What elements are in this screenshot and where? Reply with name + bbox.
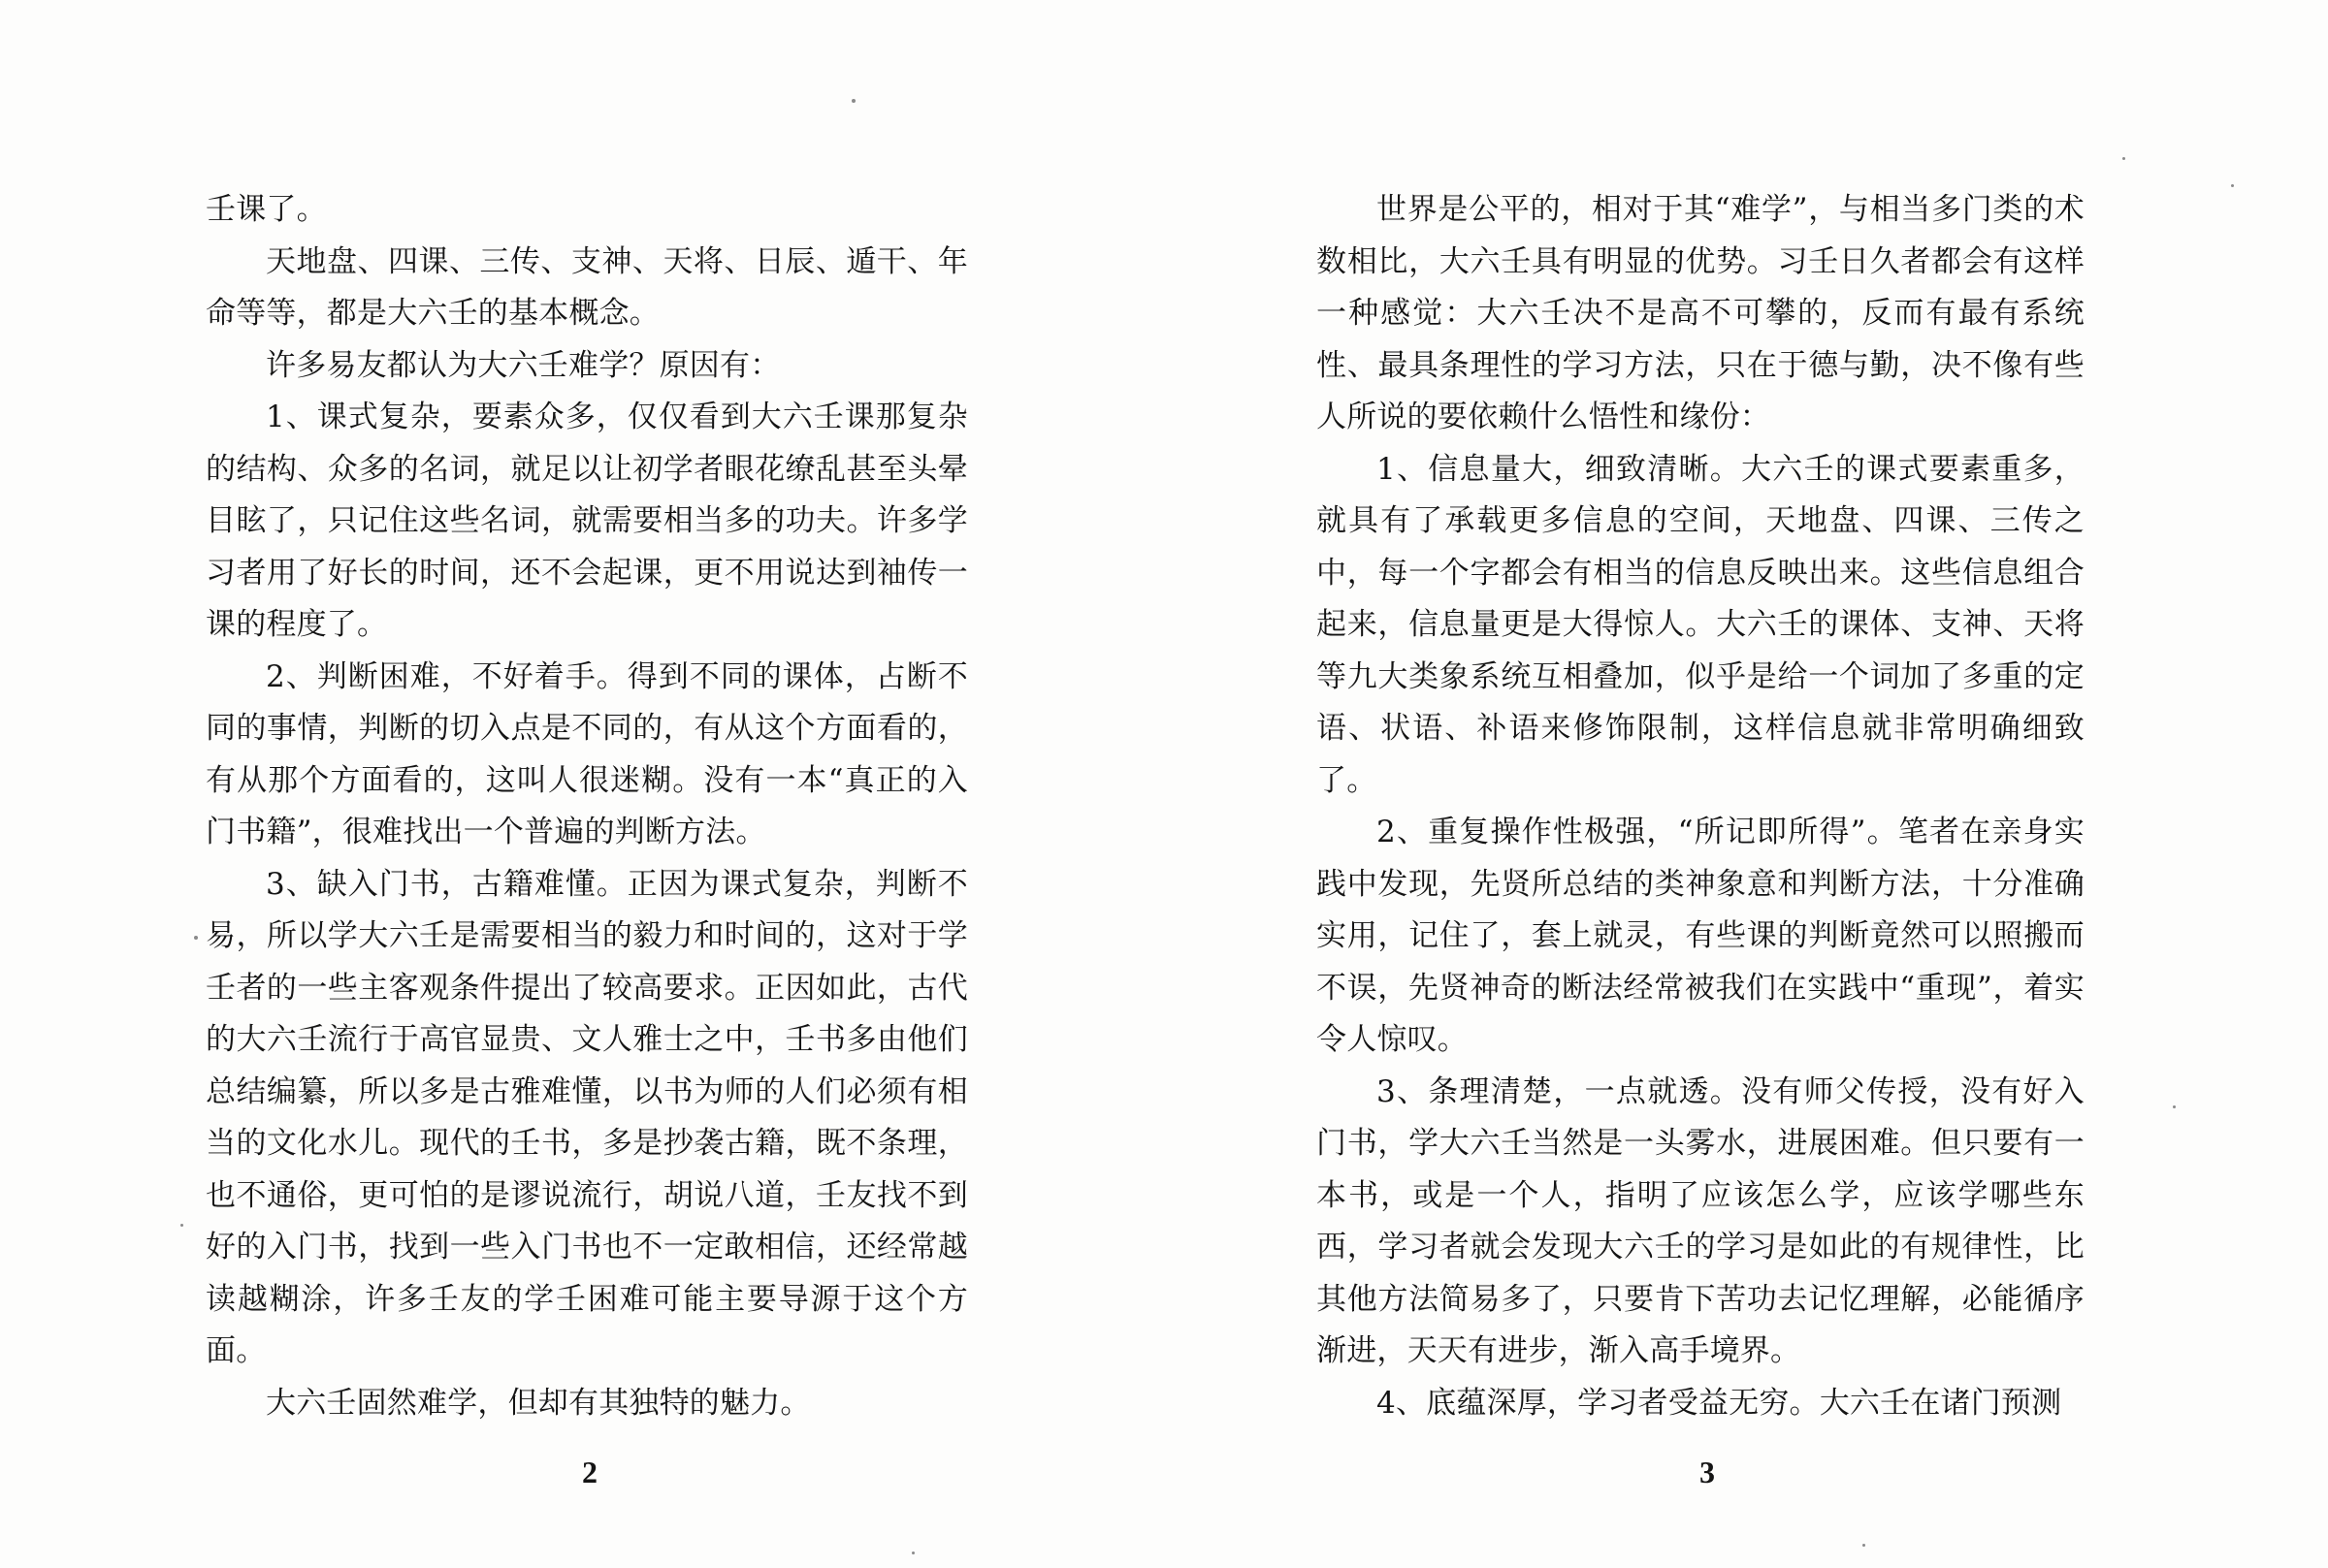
paragraph: 3、缺入门书，古籍难懂。正因为课式复杂，判断不易，所以学大六壬是需要相当的毅力和时间的，这对于学壬者的一些主客观条件提出了较高要求。正因如此，古代的大六壬流行于高官显贵、文人雅士之中，壬书多由他们总结编纂，所以多是古雅难懂，以书为师的人们必须有相当的文化水儿。现代的壬书，多是抄袭古籍，既不条理，也不通俗，更可怕的是谬说流行，胡说八道，壬友找不到好的入门书，找到一些入门书也不一定敢相信，还经常越读越糊涂，许多壬友的学壬困难可能主要导源于这个方面。 <box>206 866 968 1368</box>
right-page-body <box>1316 184 2085 1429</box>
scan-speck <box>2122 157 2125 160</box>
paragraph: 3、条理清楚，一点就透。没有师父传授，没有好入门书，学大六壬当然是一头雾水，进展困难。但只要有一本书，或是一个人，指明了应该怎么学，应该学哪些东西，学习者就会发现大六壬的学习是如此的有规律性，比其他方法简易多了，只要肯下苦功去记忆理解，必能循序渐进，天天有进步，渐入高手境界。 <box>1316 1073 2085 1368</box>
paragraph: 世界是公平的，相对于其“难学”，与相当多门类的术数相比，大六壬具有明显的优势。习壬日久者都会有这样一种感觉：大六壬决不是高不可攀的，反而有最有系统性、最具条理性的学习方法，只在于德与勤，决不像有些人所说的要依赖什么悟性和缘份： <box>1316 192 2085 434</box>
left-page-body <box>206 184 968 1429</box>
scan-speck <box>912 1552 915 1554</box>
paragraph: 许多易友都认为大六壬难学？原因有： <box>266 347 781 383</box>
scan-speck <box>852 99 856 103</box>
right-page <box>1164 0 2328 1568</box>
paragraph: 1、课式复杂，要素众多，仅仅看到大六壬课那复杂的结构、众多的名词，就足以让初学者眼花缭乱甚至头晕目眩了，只记住这些名词，就需要相当多的功夫。许多学习者用了好长的时间，还不会起课，更不用说达到袖传一课的程度了。 <box>206 400 968 642</box>
paragraph: 4、底蕴深厚，学习者受益无穷。大六壬在诸门预测 <box>1376 1385 2062 1421</box>
page-number: 3 <box>1699 1455 1715 1489</box>
scan-speck <box>180 1224 183 1227</box>
paragraph: 大六壬固然难学，但却有其独特的魅力。 <box>266 1385 811 1421</box>
paragraph: 2、判断困难，不好着手。得到不同的课体，占断不同的事情，判断的切入点是不同的，有从这个方面看的，有从那个方面看的，这叫人很迷糊。没有一本“真正的入门书籍”，很难找出一个普遍的判断方法。 <box>206 658 968 849</box>
page-number: 2 <box>582 1455 598 1489</box>
paragraph: 2、重复操作性极强，“所记即所得”。笔者在亲身实践中发现，先贤所总结的类神象意和判断方法，十分准确实用，记住了，套上就灵，有些课的判断竟然可以照搬而不误，先贤神奇的断法经常被我们在实践中“重现”，着实令人惊叹。 <box>1316 815 2085 1057</box>
paragraph: 天地盘、四课、三传、支神、天将、日辰、遁干、年命等等，都是大六壬的基本概念。 <box>206 243 968 331</box>
scan-speck <box>1862 1544 1865 1547</box>
scan-speck <box>2173 1105 2176 1108</box>
paragraph: 1、信息量大，细致清晰。大六壬的课式要素重多，就具有了承载更多信息的空间，天地盘、四课、三传之中，每一个字都会有相当的信息反映出来。这些信息组合起来，信息量更是大得惊人。大六壬的课体、支神、天将等九大类象系统互相叠加，似乎是给一个词加了多重的定语、状语、补语来修饰限制，这样信息就非常明确细致了。 <box>1316 451 2085 798</box>
paragraph: 壬课了。 <box>206 192 327 227</box>
scan-speck <box>2231 184 2234 187</box>
scan-speck <box>194 936 198 940</box>
